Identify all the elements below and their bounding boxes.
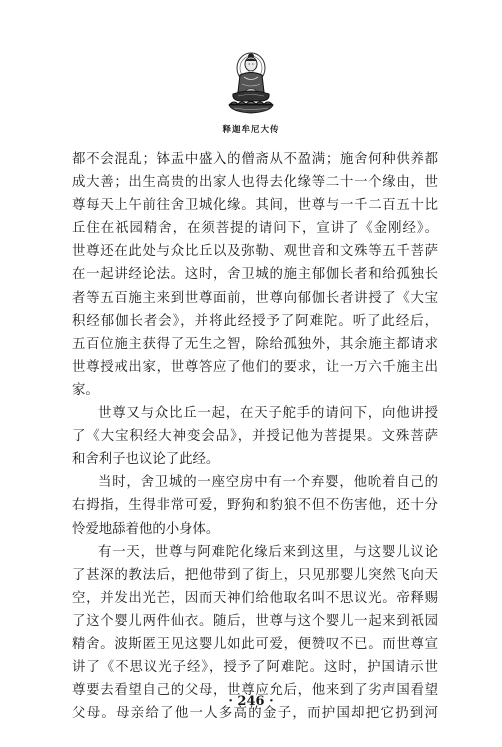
text-line: 在一起讲经论法。这时，舍卫城的施主郁伽长者和给孤独长	[72, 267, 438, 283]
text-line: 世尊又与众比丘一起，在天子舵手的请问下，向他讲授	[98, 406, 438, 422]
buddha-seated-figure-icon	[220, 48, 282, 120]
text-line: 尊每天上午前往舍卫城化缘。其间，世尊与一千二百五十比	[72, 198, 438, 214]
text-line: 空，并发出光芒，因而天神们给他取名叫不思议光。帝释赐	[72, 590, 438, 606]
text-line: 者等五百施主来到世尊面前，世尊向郁伽长者讲授了《大宝	[72, 290, 438, 306]
text-line: 家。	[72, 382, 99, 398]
book-title-caption: 释迦牟尼大传	[222, 125, 280, 135]
text-line: 都不会混乱；钵盂中盛入的僧斋从不盈满；施舍何种供养都	[72, 152, 438, 167]
text-line: 积经郁伽长者会》，并将此经授予了阿难陀。听了此经后，	[72, 313, 438, 329]
text-line: 当时，舍卫城的一座空房中有一个弃婴，他吮着自己的	[98, 475, 438, 491]
text-line: 成大善；出生高贵的出家人也得去化缘等二十一个缘由，世	[72, 175, 438, 191]
text-line: 了甚深的教法后，把他带到了街上，只见那婴儿突然飞向天	[72, 567, 438, 583]
text-line: 讲了《不思议光子经》，授予了阿难陀。这时，护国请示世	[72, 660, 438, 676]
text-line: 丘住在祇园精舍，在须菩提的请问下，宣讲了《金刚经》。	[72, 221, 438, 237]
page-number: · 246 ·	[228, 694, 274, 709]
text-line: 怜爱地舔着他的小身体。	[72, 521, 220, 537]
text-line: 尊要去看望自己的父母，世尊应允后，他来到了劣声国看望	[72, 683, 438, 699]
text-line: 了这个婴儿两件仙衣。随后，世尊与这个婴儿一起来到祇园	[72, 613, 438, 629]
text-line: 和舍利子也议论了此经。	[72, 452, 220, 468]
text-line: 世尊还在此处与众比丘以及弥勒、观世音和文殊等五千菩萨	[72, 244, 438, 260]
text-line: 有一天，世尊与阿难陀化缘后来到这里，与这婴儿议论	[98, 544, 438, 560]
text-line: 五百位施主获得了无生之智，除给孤独外，其余施主都请求	[72, 336, 438, 352]
text-line: 了《大宝积经大神变会品》，并授记他为菩提果。文殊菩萨	[72, 429, 438, 445]
text-line: 右拇指，生得非常可爱，野狗和豹狼不但不伤害他，还十分	[72, 498, 438, 514]
text-line: 世尊授戒出家，世尊答应了他们的要求，让一万六千施主出	[72, 359, 438, 375]
text-line: 精舍。波斯匿王见这婴儿如此可爱，便赞叹不已。而世尊宣	[72, 636, 438, 652]
text-line: 父母。母亲给了他一人多高的金子，而护国却把它扔到河	[72, 706, 438, 722]
body-text	[72, 148, 438, 725]
